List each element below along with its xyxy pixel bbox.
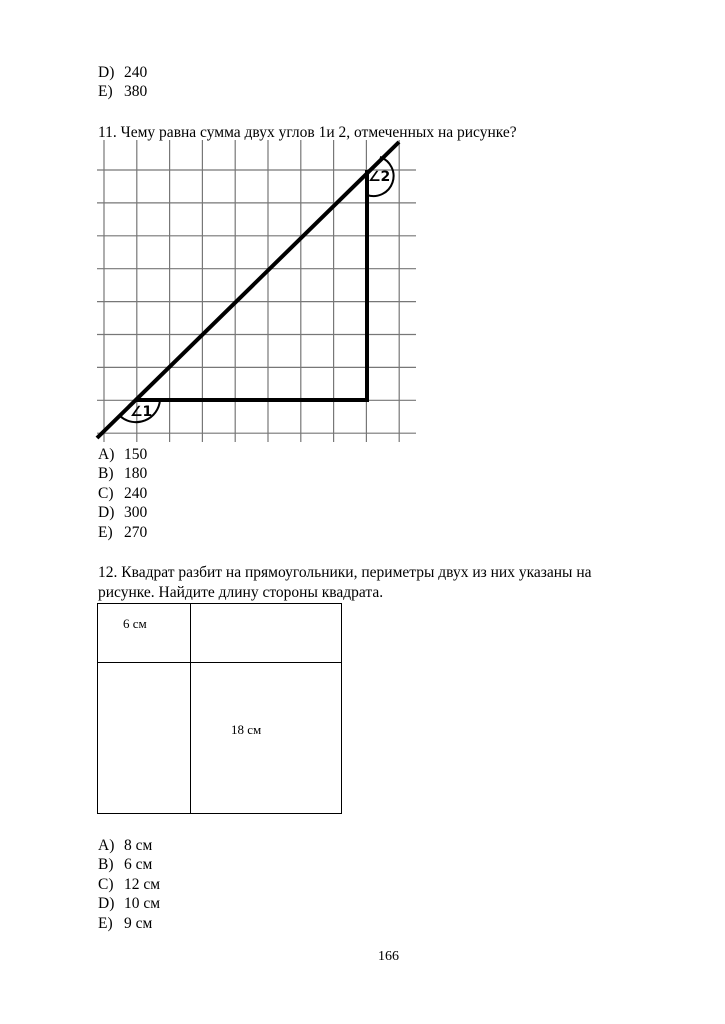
option-b: B) 180	[98, 465, 148, 482]
question-12-line2: рисунке. Найдите длину стороны квадрата.	[98, 584, 384, 601]
option-d: D) 10 см	[98, 895, 161, 912]
grid-triangle-figure	[0, 0, 725, 460]
option-c: C) 240	[98, 485, 148, 502]
option-a: A) 8 см	[98, 837, 153, 854]
option-e: E) 380	[98, 83, 148, 100]
angle-1-label: ∠1	[130, 404, 153, 420]
option-d: D) 240	[98, 64, 148, 81]
option-e: E) 270	[98, 524, 148, 541]
option-d: D) 300	[98, 504, 148, 521]
question-12-line1: 12. Квадрат разбит на прямоугольники, периметры двух из них указаны на	[98, 564, 592, 581]
square-figure	[97, 603, 342, 814]
option-a: A) 150	[98, 446, 148, 463]
big-rect-label: 18 см	[231, 722, 262, 737]
question-11-text: 11. Чему равна сумма двух углов 1и 2, отмеченных на рисунке?	[98, 124, 517, 141]
option-e: E) 9 см	[98, 915, 153, 932]
option-b: B) 6 см	[98, 856, 153, 873]
option-c: C) 12 см	[98, 876, 161, 893]
page-number: 166	[378, 949, 399, 964]
angle-2-label: ∠2	[368, 169, 391, 185]
small-rect-label: 6 см	[123, 616, 147, 631]
